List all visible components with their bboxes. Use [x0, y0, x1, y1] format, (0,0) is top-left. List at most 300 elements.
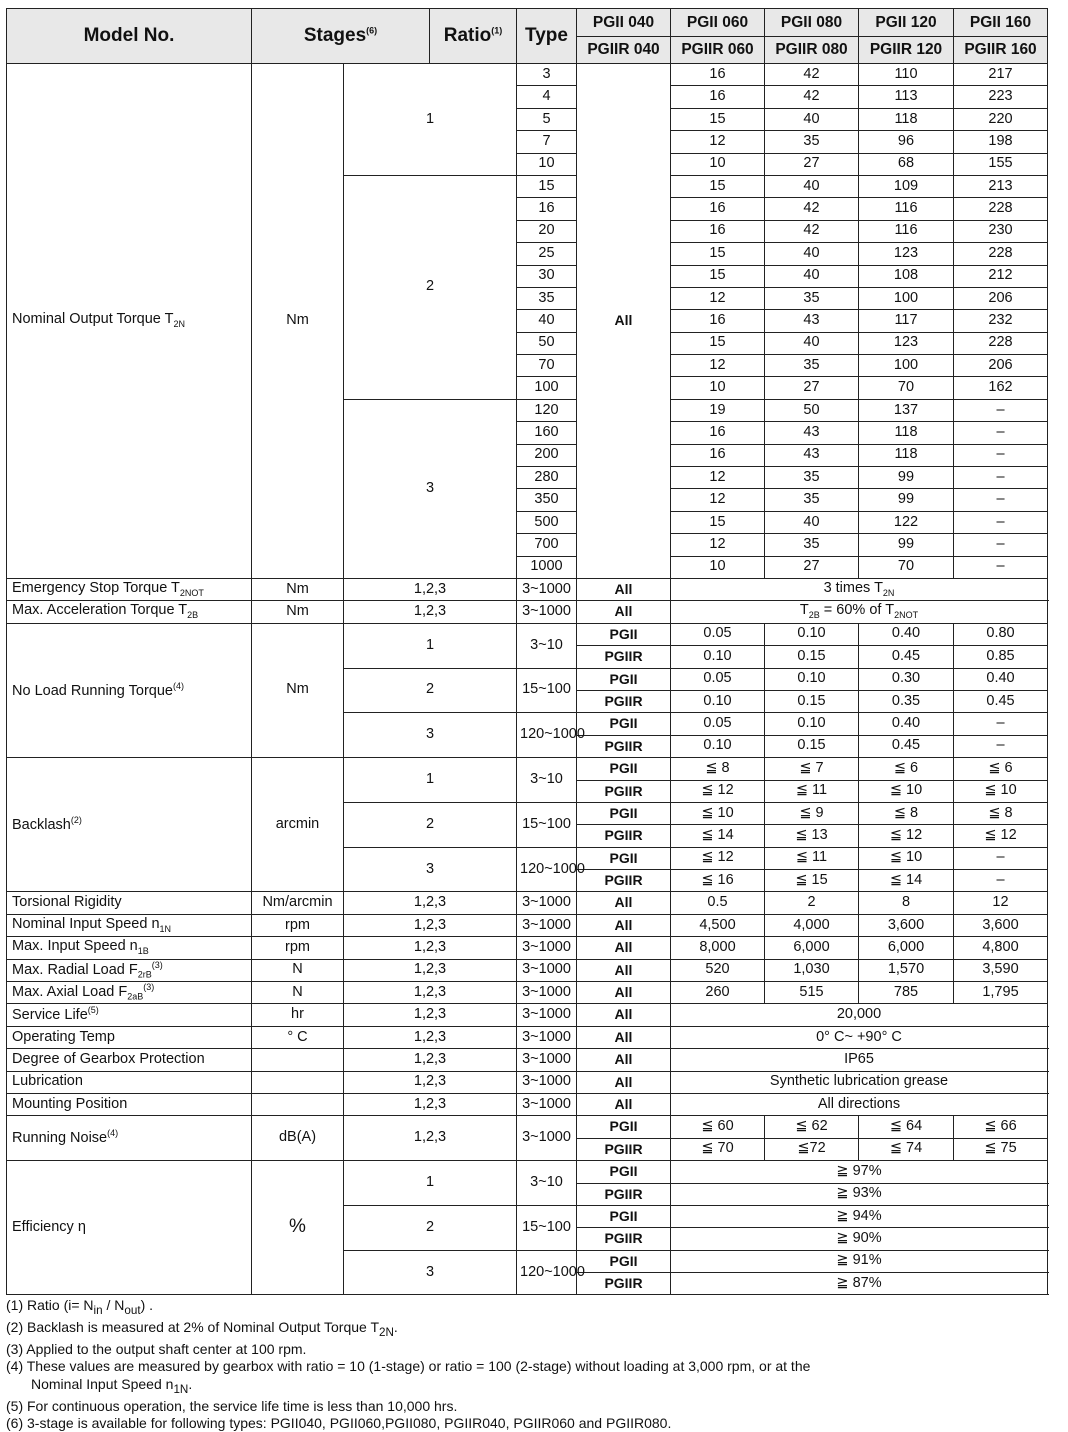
value-cell: – [954, 444, 1048, 466]
value-cell: ≦ 12 [671, 847, 765, 869]
stage-cell: 2 [344, 175, 517, 399]
value-cell: – [954, 489, 1048, 511]
value-cell: 10 [671, 377, 765, 399]
unit-cell [252, 1093, 344, 1115]
stage-cell: 1,2,3 [344, 959, 517, 981]
footnote-text: / N [102, 1297, 125, 1313]
param-cell-text: Backlash [12, 816, 71, 833]
value-cell: 123 [859, 332, 954, 354]
unit-cell: arcmin [252, 758, 344, 892]
param-cell [7, 937, 252, 959]
param-cell [7, 914, 252, 936]
value-cell: 0.05 [671, 668, 765, 690]
value-cell: 117 [859, 310, 954, 332]
value-cell: 8,000 [671, 937, 765, 959]
value-cell: 228 [954, 198, 1048, 220]
ratio-cell: 15~100 [517, 1205, 577, 1250]
value-cell: 1,030 [765, 959, 859, 981]
ratio-cell: 350 [517, 489, 577, 511]
value-cell: 27 [765, 377, 859, 399]
type-cell: PGII [577, 623, 671, 645]
value-cell: ≦ 10 [859, 780, 954, 802]
type-cell: All [577, 601, 671, 623]
unit-cell: N [252, 982, 344, 1004]
value-cell: 0.15 [765, 690, 859, 712]
header-model-pgii: PGII 120 [859, 9, 954, 37]
param-cell [7, 758, 252, 892]
value-cell: ≦ 9 [765, 802, 859, 824]
value-cell [671, 601, 1048, 623]
value-cell: ≦ 6 [859, 758, 954, 780]
unit-cell: Nm [252, 64, 344, 579]
ratio-cell: 4 [517, 86, 577, 108]
ratio-cell: 500 [517, 511, 577, 533]
param-cell [7, 959, 252, 981]
value-cell: 12 [671, 287, 765, 309]
param-cell-sup: (4) [172, 680, 184, 691]
value-cell: ≦ 16 [671, 870, 765, 892]
header-model-pgiir: PGIIR 080 [765, 37, 859, 64]
spec-table [6, 8, 1048, 1295]
ratio-cell: 40 [517, 310, 577, 332]
value-cell: 212 [954, 265, 1048, 287]
footnote-sub: 2N [379, 1325, 394, 1339]
unit-cell: % [252, 1161, 344, 1295]
ratio-cell: 200 [517, 444, 577, 466]
value-cell: ≦ 13 [765, 825, 859, 847]
stage-cell: 3 [344, 713, 517, 758]
value-cell: 40 [765, 332, 859, 354]
param-cell-sup: (5) [87, 1005, 99, 1016]
table-row [7, 892, 1048, 914]
value-cell: 12 [671, 355, 765, 377]
ratio-cell: 3~1000 [517, 1116, 577, 1161]
type-cell: All [577, 959, 671, 981]
value-cell: Synthetic lubrication grease [671, 1071, 1048, 1093]
header-model-pgiir: PGIIR 060 [671, 37, 765, 64]
param-cell-text: Degree of Gearbox Protection [12, 1050, 205, 1067]
value-cell: ≧ 90% [671, 1228, 1048, 1250]
value-cell: 198 [954, 131, 1048, 153]
type-cell: All [577, 914, 671, 936]
stage-cell: 1,2,3 [344, 982, 517, 1004]
table-row [7, 982, 1048, 1004]
param-cell-sub: 2rB [137, 969, 152, 980]
ratio-cell: 35 [517, 287, 577, 309]
value-cell: 113 [859, 86, 954, 108]
value-cell: 220 [954, 108, 1048, 130]
value-cell: 6,000 [765, 937, 859, 959]
value-cell: 43 [765, 444, 859, 466]
param-cell-text: Operating Temp [12, 1028, 115, 1045]
value-cell: 0.45 [859, 735, 954, 757]
ratio-cell: 120~1000 [517, 847, 577, 892]
unit-cell: rpm [252, 914, 344, 936]
ratio-cell: 3 [517, 64, 577, 86]
value-cell: 50 [765, 399, 859, 421]
value-cell: 6,000 [859, 937, 954, 959]
type-cell: PGIIR [577, 1183, 671, 1205]
value-cell: 108 [859, 265, 954, 287]
ratio-cell: 3~1000 [517, 1004, 577, 1026]
table-row [7, 601, 1048, 623]
table-row [7, 1049, 1048, 1071]
type-cell: All [577, 1093, 671, 1115]
stage-cell: 1,2,3 [344, 1071, 517, 1093]
value-cell: 206 [954, 287, 1048, 309]
value-cell: 40 [765, 175, 859, 197]
value-cell: 162 [954, 377, 1048, 399]
value-cell: – [954, 847, 1048, 869]
footnote-text: (1) Ratio (i= N [6, 1297, 94, 1313]
value-cell: ≦ 12 [671, 780, 765, 802]
value-cell: 99 [859, 467, 954, 489]
value-cell: 35 [765, 534, 859, 556]
value-cell: 16 [671, 64, 765, 86]
stage-cell: 1 [344, 758, 517, 803]
header-stages-note: (6) [366, 25, 378, 36]
stage-cell: 1,2,3 [344, 1116, 517, 1161]
value-cell: 118 [859, 444, 954, 466]
value-cell: 0.15 [765, 646, 859, 668]
value-cell: – [954, 422, 1048, 444]
value-cell: 15 [671, 243, 765, 265]
stage-cell: 1,2,3 [344, 1004, 517, 1026]
value-cell: 15 [671, 265, 765, 287]
table-row [7, 1071, 1048, 1093]
stage-cell: 2 [344, 1205, 517, 1250]
stage-cell: 1,2,3 [344, 601, 517, 623]
value-cell [671, 578, 1048, 600]
ratio-cell: 15 [517, 175, 577, 197]
stage-cell: 1 [344, 64, 517, 176]
type-cell: All [577, 937, 671, 959]
unit-cell: Nm [252, 623, 344, 757]
stage-cell: 3 [344, 847, 517, 892]
value-cell: ≧ 91% [671, 1250, 1048, 1272]
unit-cell: rpm [252, 937, 344, 959]
value-cell: ≧ 97% [671, 1161, 1048, 1183]
param-cell [7, 1026, 252, 1048]
ratio-cell: 20 [517, 220, 577, 242]
param-cell [7, 1071, 252, 1093]
ratio-cell: 3~10 [517, 1161, 577, 1206]
param-cell: Efficiency η [7, 1161, 252, 1295]
value-cell: 20,000 [671, 1004, 1048, 1026]
value-cell: ≦ 10 [859, 847, 954, 869]
ratio-cell: 3~1000 [517, 578, 577, 600]
ratio-cell: 3~1000 [517, 1026, 577, 1048]
unit-cell: dB(A) [252, 1116, 344, 1161]
value-cell: 520 [671, 959, 765, 981]
type-cell: PGIIR [577, 690, 671, 712]
value-cell: 4,500 [671, 914, 765, 936]
ratio-cell: 5 [517, 108, 577, 130]
value-cell-sub: 2B [808, 610, 820, 621]
value-cell: ≦ 7 [765, 758, 859, 780]
value-cell: 4,800 [954, 937, 1048, 959]
type-cell: PGIIR [577, 870, 671, 892]
ratio-cell: 120 [517, 399, 577, 421]
ratio-cell: 700 [517, 534, 577, 556]
type-cell: PGIIR [577, 1273, 671, 1295]
value-cell: ≦ 8 [859, 802, 954, 824]
value-cell: 223 [954, 86, 1048, 108]
value-cell: – [954, 399, 1048, 421]
type-cell: All [577, 982, 671, 1004]
type-cell: PGIIR [577, 780, 671, 802]
stage-cell: 1,2,3 [344, 1049, 517, 1071]
value-cell: 122 [859, 511, 954, 533]
value-cell: 206 [954, 355, 1048, 377]
value-cell: 12 [671, 489, 765, 511]
ratio-cell: 160 [517, 422, 577, 444]
unit-cell: hr [252, 1004, 344, 1026]
type-cell: PGII [577, 847, 671, 869]
value-cell: 0.10 [765, 713, 859, 735]
param-cell-text: Emergency Stop Torque T [12, 579, 180, 596]
value-cell: 15 [671, 108, 765, 130]
value-cell: All directions [671, 1093, 1048, 1115]
header-stages [252, 9, 430, 64]
value-cell: 8 [859, 892, 954, 914]
type-cell: PGIIR [577, 825, 671, 847]
param-cell [7, 982, 252, 1004]
footnote-4: (4) These values are measured by gearbox with ratio = 10 (1-stage) or ratio = 100 (2-stage) without loading at 3,000 rpm, or at the [6, 1358, 811, 1375]
ratio-cell: 3~1000 [517, 1071, 577, 1093]
value-cell: 0.5 [671, 892, 765, 914]
footnote-2 [6, 1319, 1056, 1341]
value-cell-text: T [799, 602, 809, 619]
param-cell-text: Max. Radial Load F [12, 961, 138, 978]
header-type: Type [517, 9, 577, 64]
header-ratio-note: (1) [491, 25, 503, 36]
value-cell: ≦ 60 [671, 1116, 765, 1138]
value-cell: 0.05 [671, 713, 765, 735]
value-cell: 515 [765, 982, 859, 1004]
type-cell: PGIIR [577, 1138, 671, 1160]
value-cell: 118 [859, 108, 954, 130]
footnote-sub: in [93, 1303, 103, 1317]
table-row [7, 1093, 1048, 1115]
ratio-cell: 280 [517, 467, 577, 489]
value-cell: 785 [859, 982, 954, 1004]
value-cell: ≦ 11 [765, 847, 859, 869]
stage-cell: 3 [344, 1250, 517, 1295]
ratio-cell: 120~1000 [517, 1250, 577, 1295]
value-cell: – [954, 735, 1048, 757]
value-cell: ≦ 12 [954, 825, 1048, 847]
param-cell [7, 1004, 252, 1026]
stage-cell: 1,2,3 [344, 1026, 517, 1048]
type-cell: PGIIR [577, 1228, 671, 1250]
value-cell: 0.40 [954, 668, 1048, 690]
value-cell: 40 [765, 265, 859, 287]
value-cell: 16 [671, 86, 765, 108]
ratio-cell: 3~1000 [517, 892, 577, 914]
ratio-cell: 1000 [517, 556, 577, 578]
param-cell-text: Mounting Position [12, 1095, 128, 1112]
value-cell: 16 [671, 310, 765, 332]
value-cell: – [954, 870, 1048, 892]
value-cell: 0° C~ +90° C [671, 1026, 1048, 1048]
value-cell: 0.40 [859, 623, 954, 645]
type-cell: All [577, 892, 671, 914]
header-model-pgii: PGII 080 [765, 9, 859, 37]
value-cell: 217 [954, 64, 1048, 86]
header-ratio [430, 9, 517, 64]
param-cell-text: Service Life [12, 1007, 88, 1024]
header-model-no: Model No. [7, 9, 252, 64]
value-cell: 100 [859, 287, 954, 309]
ratio-cell: 30 [517, 265, 577, 287]
ratio-cell: 100 [517, 377, 577, 399]
header-model-pgiir: PGIIR 120 [859, 37, 954, 64]
table-row [7, 937, 1048, 959]
footnote-sub: 1N [173, 1382, 189, 1396]
value-cell: 19 [671, 399, 765, 421]
footnote-text: (2) Backlash is measured at 2% of Nominal Output Torque T [6, 1319, 379, 1336]
value-cell: ≦ 15 [765, 870, 859, 892]
table-row [7, 758, 1048, 780]
value-cell: 10 [671, 153, 765, 175]
param-cell-text: Max. Acceleration Torque T [12, 602, 188, 619]
value-cell: 116 [859, 220, 954, 242]
value-cell: 35 [765, 355, 859, 377]
ratio-cell: 15~100 [517, 668, 577, 713]
value-cell: 3,600 [859, 914, 954, 936]
ratio-cell: 3~10 [517, 623, 577, 668]
value-cell: 0.45 [954, 690, 1048, 712]
footnote-text: . [188, 1375, 193, 1392]
value-cell: 35 [765, 287, 859, 309]
value-cell: ≦ 10 [671, 802, 765, 824]
type-cell: PGIIR [577, 646, 671, 668]
param-cell-text: Torsional Rigidity [12, 894, 122, 911]
spec-table-body [7, 64, 1048, 1295]
ratio-cell: 3~1000 [517, 914, 577, 936]
header-stages-label: Stages [303, 24, 367, 46]
value-cell: 12 [671, 467, 765, 489]
value-cell: 3,590 [954, 959, 1048, 981]
table-row [7, 1161, 1048, 1183]
value-cell: 99 [859, 489, 954, 511]
value-cell: 70 [859, 377, 954, 399]
type-cell: All [577, 578, 671, 600]
table-row [7, 1026, 1048, 1048]
value-cell: 118 [859, 422, 954, 444]
table-row [7, 1116, 1048, 1138]
param-cell-sub: 2NOT [179, 587, 204, 598]
footnotes [6, 1297, 1056, 1432]
value-cell: – [954, 556, 1048, 578]
ratio-cell: 3~1000 [517, 601, 577, 623]
footnote-sub: out [124, 1303, 141, 1317]
value-cell: 123 [859, 243, 954, 265]
ratio-cell: 3~1000 [517, 937, 577, 959]
table-row [7, 914, 1048, 936]
param-cell [7, 623, 252, 757]
param-cell-text: Running Noise [12, 1130, 108, 1147]
value-cell: ≦ 64 [859, 1116, 954, 1138]
header-ratio-label: Ratio [443, 24, 492, 46]
value-cell: ≦ 6 [954, 758, 1048, 780]
value-cell: ≦ 12 [859, 825, 954, 847]
value-cell: 0.10 [671, 735, 765, 757]
header-model-pgii: PGII 160 [954, 9, 1048, 37]
unit-cell [252, 1071, 344, 1093]
type-cell: All [577, 1004, 671, 1026]
value-cell: 42 [765, 198, 859, 220]
ratio-cell: 7 [517, 131, 577, 153]
param-cell-sup: (3) [151, 959, 163, 970]
header-model-pgii: PGII 060 [671, 9, 765, 37]
unit-cell: Nm [252, 578, 344, 600]
footnote-3: (3) Applied to the output shaft center at 100 rpm. [6, 1341, 307, 1358]
value-cell: 0.10 [671, 690, 765, 712]
unit-cell: Nm/arcmin [252, 892, 344, 914]
param-cell-text: No Load Running Torque [12, 682, 173, 699]
unit-cell: N [252, 959, 344, 981]
value-cell: ≦ 11 [765, 780, 859, 802]
param-cell [7, 64, 252, 579]
value-cell: 99 [859, 534, 954, 556]
footnote-6: (6) 3-stage is available for following types: PGII040, PGII060,PGII080, PGIIR040, PGIIR060 and PGIIR080. [6, 1415, 672, 1432]
type-cell: All [577, 64, 671, 579]
value-cell: 109 [859, 175, 954, 197]
value-cell: 4,000 [765, 914, 859, 936]
type-cell: PGII [577, 1116, 671, 1138]
footnote-text: Nominal Input Speed n [31, 1375, 174, 1392]
value-cell: 116 [859, 198, 954, 220]
table-row [7, 578, 1048, 600]
footnote-4-continued [6, 1376, 1056, 1398]
value-cell: 0.10 [671, 646, 765, 668]
param-cell [7, 1049, 252, 1071]
type-cell: PGIIR [577, 735, 671, 757]
param-cell-text: Max. Input Speed n [12, 938, 138, 955]
stage-cell: 1,2,3 [344, 578, 517, 600]
value-cell: ≦72 [765, 1138, 859, 1160]
value-cell: ≦ 8 [671, 758, 765, 780]
value-cell: 27 [765, 556, 859, 578]
value-cell: 10 [671, 556, 765, 578]
param-cell-sub: 2B [187, 610, 199, 621]
value-cell: ≧ 87% [671, 1273, 1048, 1295]
value-cell: 1,570 [859, 959, 954, 981]
table-row [7, 64, 1048, 86]
value-cell: 0.15 [765, 735, 859, 757]
value-cell: 260 [671, 982, 765, 1004]
value-cell: IP65 [671, 1049, 1048, 1071]
stage-cell: 1,2,3 [344, 937, 517, 959]
param-cell-sub: 1B [137, 945, 149, 956]
value-cell: 42 [765, 86, 859, 108]
value-cell: 35 [765, 467, 859, 489]
unit-cell: ° C [252, 1026, 344, 1048]
value-cell: 0.40 [859, 713, 954, 735]
value-cell: 0.45 [859, 646, 954, 668]
value-cell: 15 [671, 332, 765, 354]
value-cell: 16 [671, 444, 765, 466]
ratio-cell: 3~1000 [517, 1093, 577, 1115]
value-cell: 12 [671, 131, 765, 153]
type-cell: All [577, 1026, 671, 1048]
value-cell: 27 [765, 153, 859, 175]
param-cell-sup: (2) [70, 814, 82, 825]
param-cell [7, 892, 252, 914]
value-cell: ≦ 62 [765, 1116, 859, 1138]
